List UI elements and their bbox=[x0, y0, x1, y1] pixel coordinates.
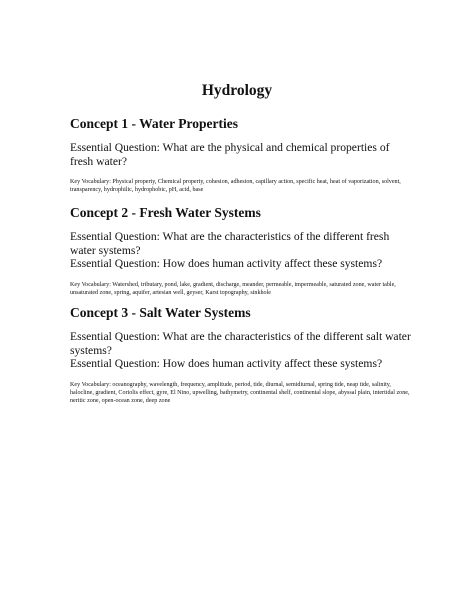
concept-3-section bbox=[70, 305, 415, 406]
concept-1-vocabulary: Key Vocabulary: Physical property, Chemical property, cohesion, adhesion, capillary action, specific heat, heat of vaporization, solvent, transparency, hydrophilic, hydrophobic, pH, acid, base bbox=[70, 179, 401, 194]
concept-3-vocabulary: Key Vocabulary: oceanography, wavelength, frequency, amplitude, period, tide, diurnal, semidiurnal, spring tide, neap tide, salinity, halocline, gradient, Coriolis effect, gyre, El Nino, upwelling, bathymetry, continental shelf, continental slope, abyssal plain, intertidal zone, neritic zone, open-ocean zone, deep zone bbox=[70, 381, 410, 405]
concept-1-question-1: Essential Question: What are the physical and chemical properties of fresh water? bbox=[70, 141, 390, 168]
concept-3-question-2: Essential Question: How does human activity affect these systems? bbox=[70, 357, 383, 370]
concept-2-vocabulary: Key Vocabulary: Watershed, tributary, pond, lake, gradient, discharge, meander, permeable, impermeable, saturated zone, water table, unsaturated zone, spring, aquifer, artesian well, geyser, Karst topography, sinkhole bbox=[70, 281, 396, 296]
concept-1-heading: Concept 1 - Water Properties bbox=[70, 116, 238, 131]
page-title: Hydrology bbox=[201, 82, 273, 99]
concept-2-heading: Concept 2 - Fresh Water Systems bbox=[70, 205, 261, 220]
concept-3-heading: Concept 3 - Salt Water Systems bbox=[70, 305, 251, 320]
concept-2-question-1: Essential Question: What are the characteristics of the different fresh water systems? bbox=[70, 230, 390, 257]
concept-2-section bbox=[70, 205, 415, 297]
concept-2-question-2: Essential Question: How does human activity affect these systems? bbox=[70, 257, 383, 270]
concept-3-question-1: Essential Question: What are the characteristics of the different salt water systems? bbox=[70, 330, 411, 357]
concept-1-section bbox=[70, 116, 415, 195]
